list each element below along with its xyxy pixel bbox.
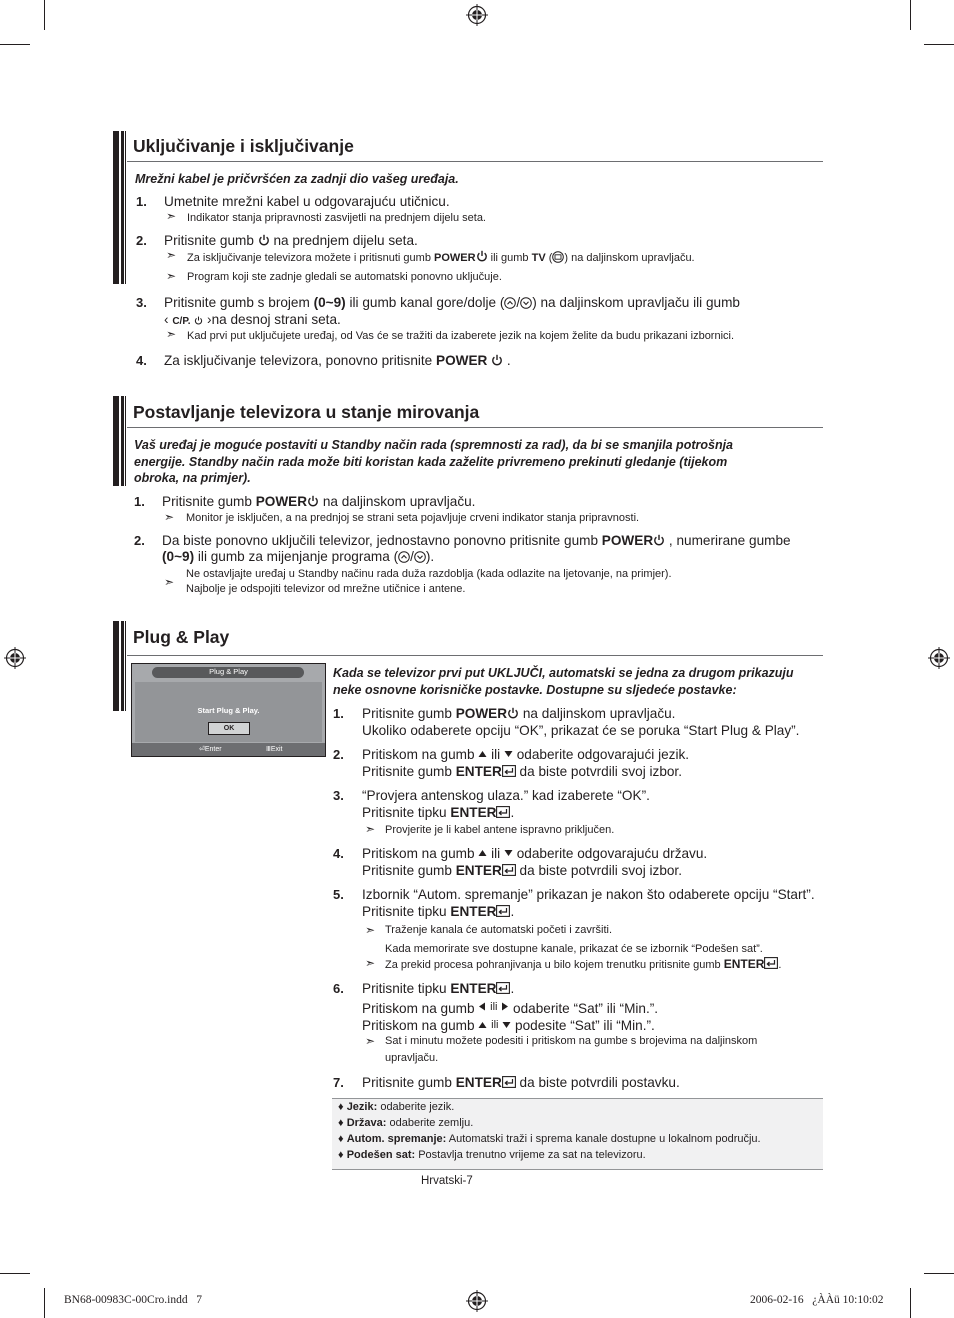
channel-down-icon (520, 297, 532, 309)
note-text: Provjerite je li kabel antene ispravno priključen. (385, 824, 615, 836)
osd-bottom-bar (132, 743, 325, 756)
step-text: Pritisnite gumb ENTER da biste potvrdili svoj izbor. (362, 863, 682, 878)
note-text: Kad prvi put uključujete uređaj, od Vas će se tražiti da izaberete jezik na kojem želite da budu prikazani izbornici. (187, 330, 735, 342)
note-text: Indikator stanja pripravnosti zasvijetli na prednjem dijelu seta. (187, 212, 486, 224)
enter-icon (502, 1076, 516, 1088)
step-text: (0~9) ili gumb za mijenjanje programa ( / ). (162, 549, 435, 564)
osd-enter-hint: ⏎Enter (199, 746, 222, 753)
note-arrow-icon: ➣ (166, 248, 177, 262)
section-bar (113, 621, 127, 711)
power-icon (507, 707, 519, 719)
registration-mark-icon (466, 1290, 488, 1312)
osd-message: Start Plug & Play. (197, 706, 260, 715)
step-number: 2. (134, 533, 145, 548)
arrow-up-icon (478, 750, 487, 758)
step-text: Za isključivanje televizora, ponovno pritisnite POWER . (164, 353, 511, 368)
list-item: ♦ Država: odaberite zemlju. (338, 1117, 474, 1129)
bullet-icon: ♦ (338, 1133, 344, 1145)
note-text: Monitor je isključen, a na prednjoj se strani seta pojavljuje crveni indikator stanja pripravnosti. (186, 512, 640, 524)
crop-mark (44, 1288, 45, 1318)
bullet-icon: ♦ (338, 1101, 344, 1113)
arrow-left-icon (478, 1002, 486, 1011)
section-intro: obroka, na primjer). (134, 471, 251, 485)
note-text: Ne ostavljajte uređaj u Standby načinu rada duža razdoblja (kada odlazite na ljetovanje, na primjer). (186, 568, 672, 580)
section-heading: Plug & Play (133, 627, 230, 647)
note-text: Za prekid procesa pohranjivanja u bilo kojem trenutku pritisnite gumb ENTER . (385, 957, 782, 971)
note-arrow-icon: ➣ (365, 822, 376, 836)
arrow-down-icon (502, 1021, 511, 1029)
step-text: Pritisnite gumb ENTER da biste potvrdili postavku. (362, 1075, 680, 1090)
crop-mark (44, 0, 45, 30)
osd-exit-hint: ⅢExit (266, 746, 283, 753)
step-text: Pritiskom na gumb ili odaberite odgovarajući jezik. (362, 747, 690, 762)
section-intro: Mrežni kabel je pričvršćen za zadnji dio vašeg uređaja. (135, 172, 459, 186)
bullet-icon: ♦ (338, 1149, 344, 1161)
crop-mark (924, 44, 954, 45)
registration-mark-icon (466, 4, 488, 26)
chevron-left-icon: ‹ (164, 312, 169, 327)
arrow-up-icon (478, 849, 487, 857)
section-intro: Kada se televizor prvi put UKLJUČI, automatski se jedna za drugom prikazuju (333, 666, 794, 680)
step-number: 7. (333, 1075, 344, 1090)
crop-mark (910, 0, 911, 30)
list-item: ♦ Autom. spremanje: Automatski traži i sprema kanale dostupne u lokalnom području. (338, 1133, 761, 1145)
step-text: Pritisnite gumb ENTER da biste potvrdili svoj izbor. (362, 764, 682, 779)
enter-icon (496, 982, 510, 994)
power-icon (307, 495, 319, 507)
step-text: Pritiskom na gumb ili odaberite odgovarajuću državu. (362, 846, 708, 861)
section-bar (113, 396, 127, 486)
step-number: 1. (134, 494, 145, 509)
note-text: Za isključivanje televizora možete i pritisnuti gumb POWER ili gumb TV ( ) na daljinskom upravljaču. (187, 252, 695, 264)
enter-icon (502, 864, 516, 876)
file-name: BN68-00983C-00Cro.indd 7 (64, 1294, 202, 1306)
power-icon (194, 316, 203, 325)
chevron-right-icon: › (207, 312, 212, 327)
menu-icon: Ⅲ (266, 746, 271, 753)
step-number: 3. (333, 788, 344, 803)
step-text: Pritisnite tipku ENTER . (362, 805, 515, 820)
note-arrow-icon: ➣ (365, 956, 376, 970)
note-text: Program koji ste zadnje gledali se automatski ponovno uključuje. (187, 271, 502, 283)
step-text: Pritisnite tipku ENTER . (362, 981, 515, 996)
section-intro: neke osnovne korisničke postavke. Dostupne su sljedeće postavke: (333, 683, 737, 697)
note-arrow-icon: ➣ (166, 269, 177, 283)
osd-title: Plug & Play (209, 667, 248, 676)
heading-rule (127, 427, 823, 428)
enter-icon (502, 765, 516, 777)
channel-up-icon (504, 297, 516, 309)
note-arrow-icon: ➣ (164, 510, 175, 524)
step-text: Pritisnite gumb POWER na daljinskom upravljaču. (362, 706, 676, 721)
step-number: 6. (333, 981, 344, 996)
note-arrow-icon: ➣ (365, 1034, 376, 1048)
section-heading: Uključivanje i isključivanje (133, 136, 354, 156)
step-text: Pritisnite gumb POWER na daljinskom upravljaču. (162, 494, 476, 509)
step-number: 4. (333, 846, 344, 861)
enter-icon (764, 957, 778, 969)
note-text: Sat i minutu možete podesiti i pritiskom na gumbe s brojevima na daljinskom (385, 1035, 758, 1047)
crop-mark (0, 44, 30, 45)
step-text: ‹ C/P. ›na desnoj strani seta. (164, 312, 341, 327)
crop-mark (924, 1273, 954, 1274)
registration-mark-icon (928, 647, 950, 669)
section-heading: Postavljanje televizora u stanje mirovanja (133, 402, 480, 422)
arrow-up-icon (478, 1021, 487, 1029)
step-text: Da biste ponovno uključili televizor, jednostavno ponovno pritisnite gumb POWER , numerirane gumbe (162, 533, 791, 548)
step-text: Pritisnite gumb na prednjem dijelu seta. (164, 233, 418, 248)
power-icon (258, 234, 270, 246)
power-icon (491, 354, 503, 366)
channel-up-icon (398, 551, 410, 563)
note-text: Kada memorirate sve dostupne kanale, prikazat će se izbornik “Podešen sat”. (385, 943, 763, 955)
note-arrow-icon: ➣ (166, 209, 177, 223)
step-text: Izbornik “Autom. spremanje” prikazan je nakon što odaberete opciju “Start”. (362, 887, 815, 902)
section-intro: Vaš uređaj je moguće postaviti u Standby način rada (spremnosti za rad), da bi se smanjila potrošnja (134, 438, 733, 452)
arrow-down-icon (504, 750, 513, 758)
step-text: Umetnite mrežni kabel u odgovarajuću utičnicu. (164, 194, 450, 209)
step-text: Ukoliko odaberete opciju “OK”, prikazat će se poruka “Start Plug & Play”. (362, 723, 800, 738)
step-text: Pritisnite tipku ENTER . (362, 904, 515, 919)
crop-mark (0, 1273, 30, 1274)
step-number: 5. (333, 887, 344, 902)
note-text: Najbolje je odspojiti televizor od mrežne utičnice i antene. (186, 583, 466, 595)
power-icon (476, 250, 488, 262)
tv-icon (552, 251, 564, 263)
print-date: 2006-02-16 ¿ÀÀü 10:10:02 (750, 1294, 884, 1306)
note-arrow-icon: ➣ (166, 327, 177, 341)
step-number: 1. (333, 706, 344, 721)
osd-ok-button[interactable]: OK (208, 722, 250, 735)
step-text: Pritiskom na gumb ili podesite “Sat” ili “Min.”. (362, 1018, 655, 1033)
arrow-down-icon (504, 849, 513, 857)
enter-icon: ⏎ (199, 746, 205, 753)
heading-rule (127, 161, 823, 162)
page-number: Hrvatski-7 (421, 1175, 473, 1187)
crop-mark (910, 1288, 911, 1318)
note-arrow-icon: ➣ (365, 923, 376, 937)
note-arrow-icon: ➣ (164, 575, 175, 589)
step-number: 4. (136, 353, 147, 368)
channel-down-icon (414, 551, 426, 563)
note-text: upravljaču. (385, 1052, 439, 1064)
heading-rule (127, 655, 823, 656)
step-number: 1. (136, 194, 147, 209)
step-text: “Provjera antenskog ulaza.” kad izaberete “OK”. (362, 788, 650, 803)
step-text: Pritiskom na gumb $^{ili}$ odaberite “Sat” ili “Min.”. (362, 1001, 659, 1016)
list-item: ♦ Jezik: odaberite jezik. (338, 1101, 455, 1113)
section-intro: energije. Standby način rada može biti koristan kada zaželite privremeno prekinuti gledanje (tijekom (134, 455, 728, 469)
bullet-icon: ♦ (338, 1117, 344, 1129)
list-item: ♦ Podešen sat: Postavlja trenutno vrijeme za sat na televizoru. (338, 1149, 646, 1161)
enter-icon (496, 905, 510, 917)
step-text: Pritisnite gumb s brojem (0~9) ili gumb kanal gore/dolje ( / ) na daljinskom upravljaču ili gumb (164, 295, 740, 310)
step-number: 3. (136, 295, 147, 310)
power-icon (653, 534, 665, 546)
osd-screen (131, 663, 326, 757)
section-bar (113, 131, 127, 284)
step-number: 2. (136, 233, 147, 248)
registration-mark-icon (4, 647, 26, 669)
enter-icon (496, 806, 510, 818)
step-number: 2. (333, 747, 344, 762)
note-text: Traženje kanala će automatski početi i završiti. (385, 924, 613, 936)
